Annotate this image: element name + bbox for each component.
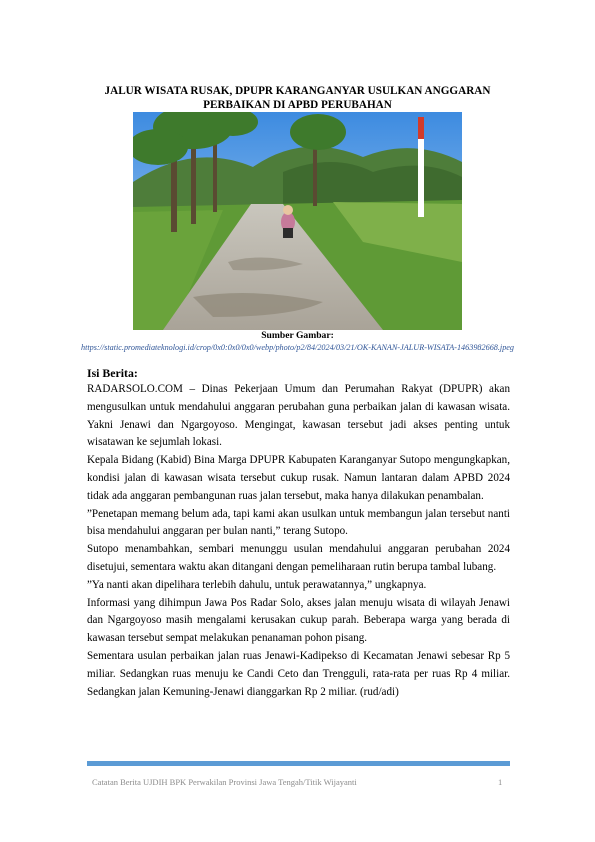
article-photo: [133, 112, 462, 330]
image-caption-label: Sumber Gambar:: [261, 330, 334, 341]
footer-text: Catatan Berita UJDIH BPK Perwakilan Provinsi Jawa Tengah/Titik Wijayanti: [92, 777, 357, 787]
section-heading: Isi Berita:: [87, 366, 138, 380]
article-body: [87, 381, 510, 701]
article-title: JALUR WISATA RUSAK, DPUPR KARANGANYAR USULKAN ANGGARAN PERBAIKAN DI APBD PERUBAHAN: [104, 85, 491, 111]
paragraph: ”Penetapan memang belum ada, tapi kami akan usulkan untuk membangun jalan tersebut nanti bisa mendahului anggaran per bulan nanti,” terang Sutopo.: [87, 507, 510, 538]
page-number: 1: [498, 777, 503, 787]
paragraph: RADARSOLO.COM – Dinas Pekerjaan Umum dan Perumahan Rakyat (DPUPR) akan mengusulkan untuk mendahului anggaran perubahan guna perbaikan jalan di kawasan wisata. Yakni Jenawi dan Ngargoyoso. Mengingat, kawasan tersebut jadi akses penting untuk wisatawan ke sejumlah lokasi.: [87, 383, 510, 449]
paragraph: Informasi yang dihimpun Jawa Pos Radar Solo, akses jalan menuju wisata di wilayah Jenawi dan Ngargoyoso masih mengalami kerusakan cukup parah. Beberapa warga yang berada di kawasan tersebut sempat melakukan penanaman pohon pisang.: [87, 596, 510, 645]
paragraph: Sutopo menambahkan, sembari menunggu usulan mendahului anggaran perubahan 2024 disetujui, sementara waktu akan ditangani dengan pemeliharaan rutin berupa tambal lubang.: [87, 543, 510, 573]
footer-divider: [87, 761, 510, 766]
paragraph: ”Ya nanti akan dipelihara terlebih dahulu, untuk perawatannya,” ungkapnya.: [87, 578, 427, 591]
paragraph: Kepala Bidang (Kabid) Bina Marga DPUPR Kabupaten Karanganyar Sutopo mengungkapkan, kondisi jalan di kawasan wisata tersebut cukup rusak. Namun lantaran dalam APBD 2024 tidak ada anggaran pembangunan ruas jalan tersebut, maka hanya dilakukan penambalan.: [87, 454, 510, 502]
image-source-link[interactable]: https://static.promediateknologi.id/crop/0x0:0x0/0x0/webp/photo/p2/84/2024/03/21/OK-KANAN-JALUR-WISATA-1463982668.jpeg: [80, 343, 515, 352]
paragraph: Sementara usulan perbaikan jalan ruas Jenawi-Kadipekso di Kecamatan Jenawi sebesar Rp 5 miliar. Sedangkan ruas menuju ke Candi Ceto dan Trengguli, rata-rata per ruas Rp 4 miliar. Sedangkan jalan Kemuning-Jenawi dianggarkan Rp 2 miliar. (rud/adi): [87, 649, 510, 698]
